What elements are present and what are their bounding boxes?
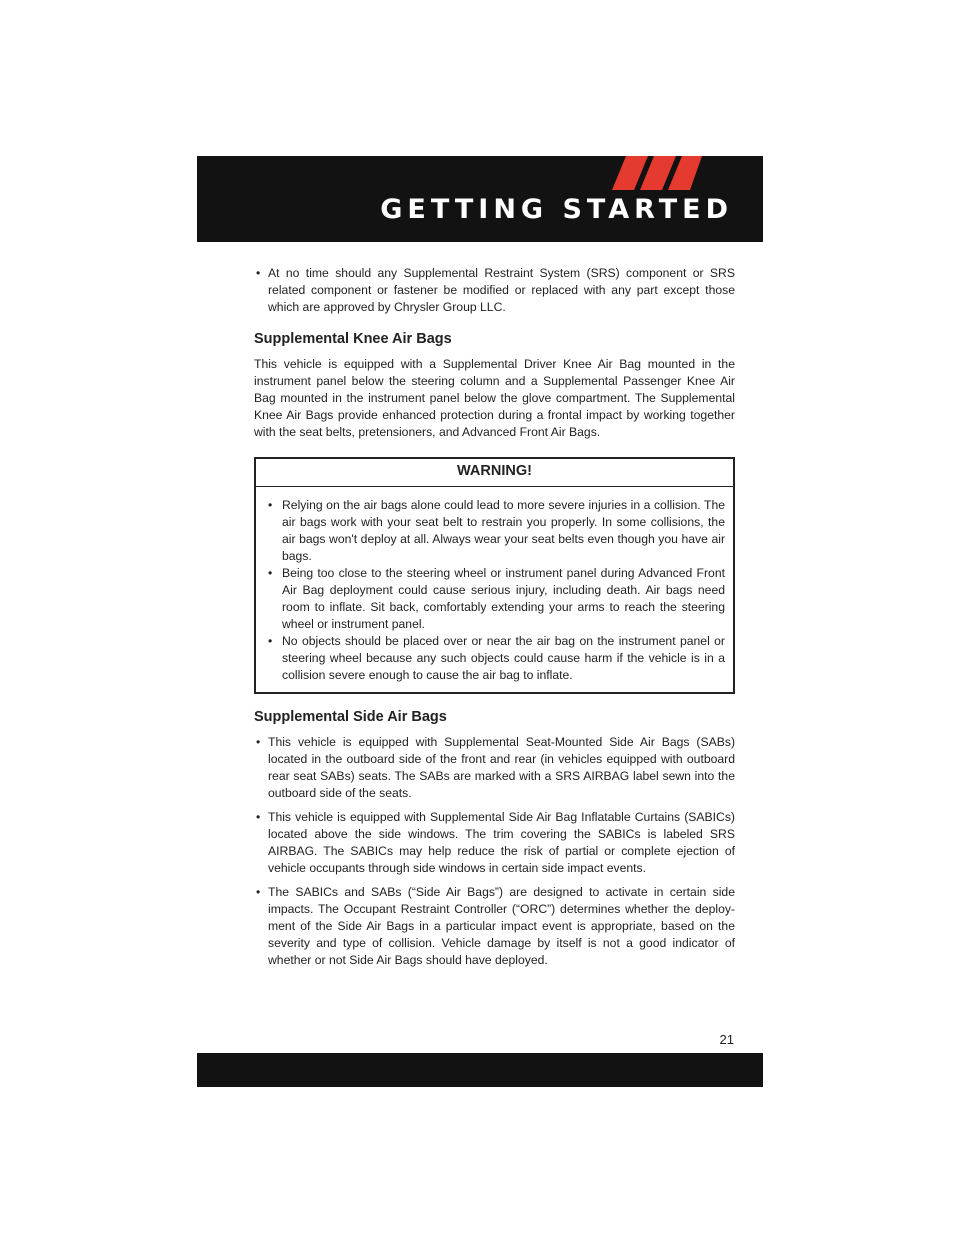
side-airbags-heading: Supplemental Side Air Bags — [254, 709, 447, 725]
bullet-marker: • — [256, 266, 261, 280]
bullet-marker: • — [268, 498, 273, 512]
warning-item — [264, 497, 725, 565]
side-airbags-item-text: This vehicle is equipped with Supplemental Seat-Mounted Side Air Bags (SABs) located in the outboard side of the front and rear (in vehicles equipped with outboard rear seat SABs) seats. The SABs are marked with a SRS AIRBAG label sewn into the outboard side of the seats. — [268, 735, 735, 800]
page-content — [254, 265, 735, 969]
page-number: 21 — [719, 1032, 734, 1047]
side-airbags-item — [254, 884, 735, 969]
intro-bullet-text: At no time should any Supplemental Restraint System (SRS) component or SRS related component or fastener be modified or replaced with any part except those which are approved by Chrysler Group LLC. — [268, 266, 735, 314]
warning-item-text: Relying on the air bags alone could lead to more severe injuries in a collision. The air bags work with your seat belt to restrain you properly. In some collisions, the air bags won't deploy at all. Always wear your seat belts even though you have air bags. — [282, 498, 725, 563]
racing-stripes-icon — [612, 156, 702, 190]
warning-item-text: Being too close to the steering wheel or instrument panel during Advanced Front Air Bag deployment could cause serious injury, including death. Air bags need room to inflate. Sit back, comfortably extending your arms to reach the steering wheel or instrument panel. — [282, 566, 725, 631]
side-airbags-item — [254, 734, 735, 802]
warning-item-text: No objects should be placed over or near the air bag on the instrument panel or steering wheel because any such objects could cause harm if the vehicle is in a collision severe enough to cause the air bag to inflate. — [282, 634, 725, 682]
warning-title: WARNING! — [256, 459, 733, 487]
footer-band — [197, 1053, 763, 1087]
knee-airbags-paragraph: This vehicle is equipped with a Supplemental Driver Knee Air Bag mounted in the instrument panel below the steering column and a Supplemental Passenger Knee Air Bag mounted in the instrument panel below the glove compartment. The Supplemental Knee Air Bags provide enhanced protection during a frontal impact by working together with the seat belts, pretensioners, and Advanced Front Air Bags. — [254, 357, 735, 439]
bullet-marker: • — [268, 566, 273, 580]
section-title: GETTING STARTED — [380, 194, 733, 225]
bullet-marker: • — [268, 634, 273, 648]
warning-item — [264, 633, 725, 684]
warning-box — [254, 457, 735, 694]
intro-bullet — [254, 265, 735, 316]
side-airbags-item — [254, 809, 735, 877]
knee-airbags-heading: Supplemental Knee Air Bags — [254, 331, 452, 347]
side-airbags-item-text: The SABICs and SABs (“Side Air Bags”) are designed to activate in certain side impacts. The Occupant Restraint Controller (“ORC”) determines whether the deploy-ment of the Side Air Bags in a particular impact event is appropriate, based on the severity and type of collision. Vehicle damage by itself is not a good indicator of whether or not Side Air Bags should have deployed. — [268, 885, 735, 967]
warning-item — [264, 565, 725, 633]
bullet-marker: • — [256, 735, 261, 749]
bullet-marker: • — [256, 810, 261, 824]
bullet-marker: • — [256, 885, 261, 899]
side-airbags-item-text: This vehicle is equipped with Supplemental Side Air Bag Inflatable Curtains (SABICs) located above the side windows. The trim covering the SABICs is labeled SRS AIRBAG. The SABICs may help reduce the risk of partial or complete ejection of vehicle occupants through side windows in certain side impact events. — [268, 810, 735, 875]
